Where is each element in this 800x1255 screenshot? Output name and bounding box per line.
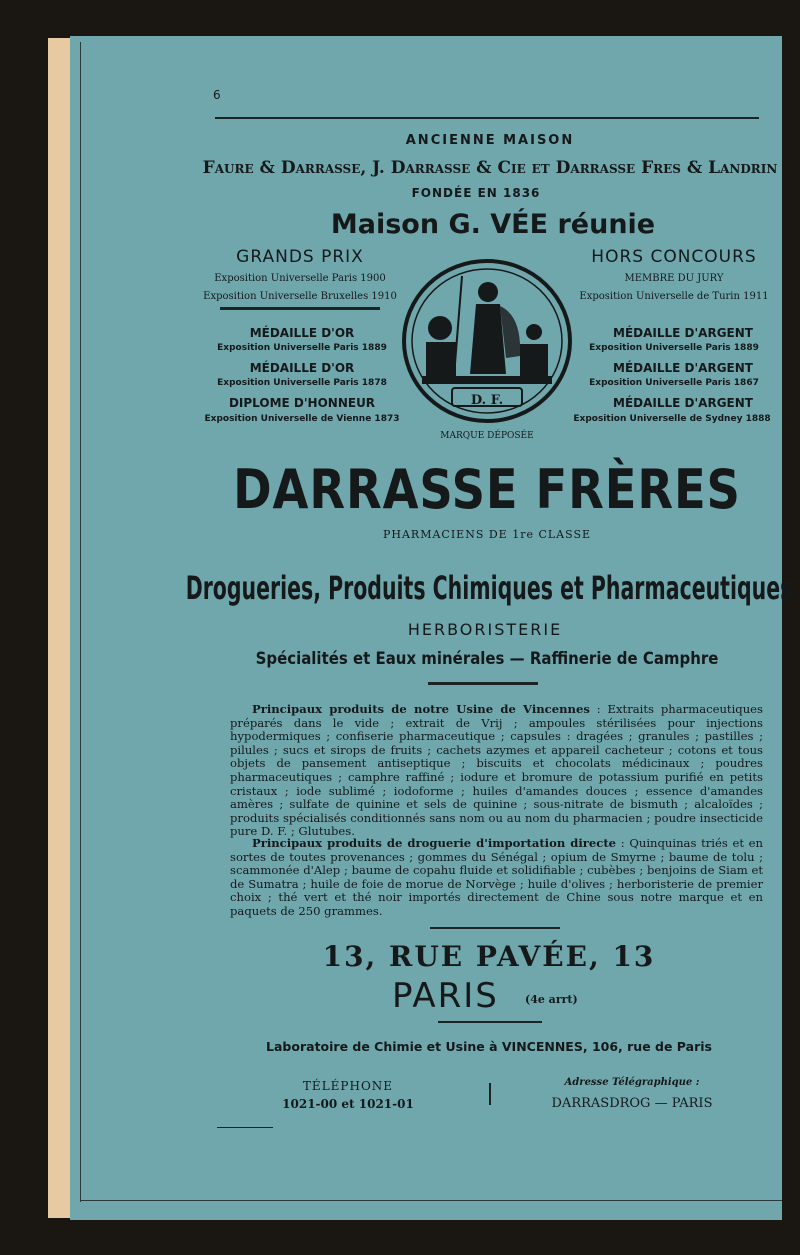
grands-prix-heading: GRANDS PRIX: [236, 247, 364, 267]
city: PARIS: [392, 976, 499, 1016]
telephone-label: TÉLÉPHONE: [302, 1079, 394, 1093]
para2-body: : Quinquinas triés et en sortes de toutes provenances ; gommes du Sénégal ; opium de Smyrne ; baume de tolu ; scammonée d'Alep ; baume de copahu fluide et solidifiable ; cubèbes ; benjoins de Siam et de Sumatra ; huile de foie de morue de Norvège ; huile d'olives ; herboristerie de premier choix ; thé vert et thé noir importés directement de Chine sous notre marque et en paquets de 250 grammes.: [230, 836, 764, 918]
left-award-rule: [220, 307, 380, 310]
arrondissement: (4e arrt): [525, 993, 578, 1006]
frame-line: [80, 42, 81, 1202]
telephone-numbers: 1021-00 et 1021-01: [282, 1097, 414, 1111]
left-medal-title: MÉDAILLE D'OR: [249, 361, 355, 375]
maison-vee: Maison G. VÉE réunie: [330, 209, 656, 240]
right-medal-detail: Exposition Universelle Paris 1867: [589, 378, 759, 388]
para2-lead: Principaux produits de droguerie d'importation directe: [252, 836, 617, 850]
frame-bottom-line: [80, 1200, 782, 1201]
predecessors: Faure & Darrasse, J. Darrasse & Cie et Darrasse Fres & Landrin: [202, 158, 778, 178]
right-medal-detail: Exposition Universelle de Sydney 1888: [573, 414, 771, 424]
para1-body: : Extraits pharmaceutiques préparés dans le vide ; extrait de Vrij ; ampoules stérilisées pour injections hypodermiques ; confiserie pharmaceutique ; capsules : dragées ; granules ; pastilles ; pilules ; sucs et sirops de fruits ; cachets azymes et appareil cacheteur ; cotons et tous objets de pansement antiseptique ; biscuits et chocolats médicinaux ; poudres pharmaceutiques ; camphre raffiné ; iodure et bromure de potassium purifié en petits cristaux ; iode sublimé ; iodoforme ; huiles d'amandes douces ; essence d'amandes amères ; sulfate de quinine et sels de quinine ; sous-nitrate de bismuth ; alcaloïdes ; produits spécialisés conditionnés sans nom ou au nom du pharmacien ; poudre insecticide pure D. F. ; Glutubes.: [230, 702, 763, 839]
right-award-line: Exposition Universelle de Turin 1911: [579, 291, 769, 302]
left-medal-title: DIPLOME D'HONNEUR: [228, 396, 376, 410]
right-award-line: MEMBRE DU JURY: [624, 273, 724, 284]
right-medal-title: MÉDAILLE D'ARGENT: [613, 361, 753, 375]
ancienne-maison: ANCIENNE MAISON: [405, 133, 575, 148]
hors-concours-heading: HORS CONCOURS: [591, 247, 757, 267]
left-award-line: Exposition Universelle Paris 1900: [214, 273, 386, 284]
drogueries-heading: Drogueries, Produits Chimiques et Pharmaceutiques: [185, 569, 793, 607]
right-medal-detail: Exposition Universelle Paris 1889: [589, 343, 759, 353]
left-medal-title: MÉDAILLE D'OR: [249, 326, 355, 340]
left-award-line: Exposition Universelle Bruxelles 1910: [203, 291, 397, 302]
company-name: DARRASSE FRÈRES: [233, 458, 741, 521]
paper-edge: [48, 38, 72, 1218]
bottom-left-rule: [217, 1127, 273, 1128]
right-medal-title: MÉDAILLE D'ARGENT: [613, 396, 753, 410]
emblem-caption: MARQUE DÉPOSÉE: [440, 431, 534, 441]
address: 13, RUE PAVÉE, 13: [322, 940, 656, 973]
telegraph-address: DARRASDROG — PARIS: [551, 1096, 713, 1111]
contact-divider: [489, 1083, 491, 1105]
para-importation: [230, 837, 763, 919]
emblem-monogram: D. F.: [470, 393, 504, 408]
laboratoire: Laboratoire de Chimie et Usine à VINCENNES, 106, rue de Paris: [266, 1039, 712, 1054]
herboristerie: HERBORISTERIE: [407, 620, 563, 639]
specialites: Spécialités et Eaux minérales — Raffinerie de Camphre: [255, 649, 719, 669]
fondee: FONDÉE EN 1836: [411, 186, 541, 200]
para-usine-vincennes: [230, 703, 763, 839]
right-medal-title: MÉDAILLE D'ARGENT: [613, 326, 753, 340]
left-medal-detail: Exposition Universelle de Vienne 1873: [204, 414, 400, 424]
telegraph-label: Adresse Télégraphique :: [564, 1077, 700, 1088]
city-rule: [438, 1021, 542, 1023]
top-rule: [215, 117, 759, 119]
address-rule: [430, 927, 560, 929]
left-medal-detail: Exposition Universelle Paris 1878: [217, 378, 387, 388]
page-number: 6: [213, 88, 221, 102]
ornament-rule: [428, 682, 538, 685]
para1-lead: Principaux produits de notre Usine de Vincennes: [252, 702, 590, 716]
pharmaciens: PHARMACIENS DE 1re CLASSE: [382, 528, 592, 541]
left-medal-detail: Exposition Universelle Paris 1889: [217, 343, 387, 353]
